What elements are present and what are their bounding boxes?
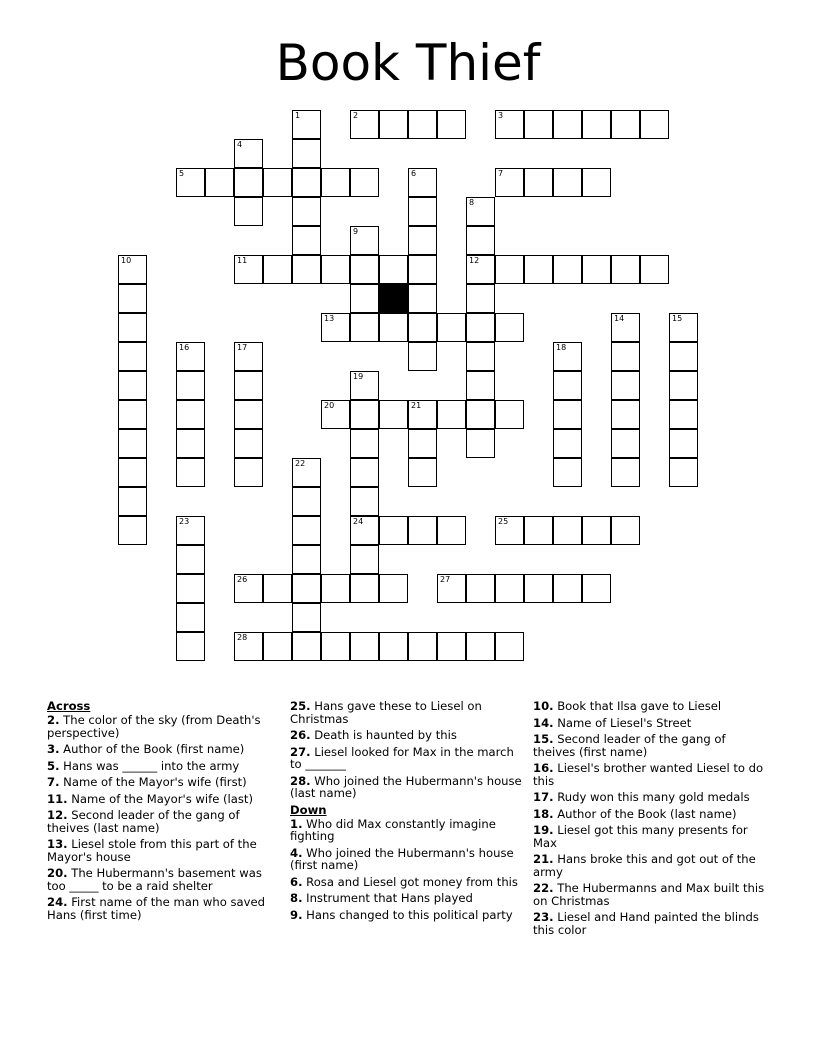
grid-cell[interactable]	[669, 371, 698, 400]
clue-item-text: Who joined the Hubermann's house (last name)	[290, 773, 522, 800]
clue-item-text: Second leader of the gang of theives (first name)	[533, 732, 726, 759]
grid-cell[interactable]	[118, 255, 147, 284]
grid-cell[interactable]	[263, 574, 292, 603]
grid-cell[interactable]	[553, 371, 582, 400]
down-header: Down	[290, 802, 327, 817]
clue-item	[533, 700, 769, 713]
grid-cell[interactable]	[379, 400, 408, 429]
grid-cell[interactable]	[611, 342, 640, 371]
clue-item-number: 3.	[47, 742, 60, 756]
grid-cell[interactable]	[582, 110, 611, 139]
grid-cell[interactable]	[321, 400, 350, 429]
grid-cell[interactable]	[437, 313, 466, 342]
grid-cell[interactable]	[466, 197, 495, 226]
grid-cell[interactable]	[350, 458, 379, 487]
grid-cell[interactable]	[495, 168, 524, 197]
grid-cell[interactable]	[408, 458, 437, 487]
grid-cell[interactable]	[611, 313, 640, 342]
grid-cell[interactable]	[321, 574, 350, 603]
grid-cell[interactable]	[292, 197, 321, 226]
grid-cell[interactable]	[350, 400, 379, 429]
grid-cell[interactable]	[234, 168, 263, 197]
down-clue-list	[290, 818, 526, 922]
grid-cell[interactable]	[292, 226, 321, 255]
grid-cell[interactable]	[350, 429, 379, 458]
grid-cell[interactable]	[408, 226, 437, 255]
grid-cell[interactable]	[292, 632, 321, 661]
grid-cell[interactable]	[234, 429, 263, 458]
clue-item	[290, 847, 526, 872]
grid-cell[interactable]	[379, 313, 408, 342]
grid-cell[interactable]	[466, 574, 495, 603]
grid-cell[interactable]	[408, 168, 437, 197]
grid-cell[interactable]	[495, 400, 524, 429]
grid-cell[interactable]	[408, 110, 437, 139]
clue-item-number: 6.	[290, 874, 303, 889]
grid-cell[interactable]	[118, 342, 147, 371]
grid-cell[interactable]	[524, 516, 553, 545]
clue-item-text: Name of the Mayor's wife (first)	[59, 775, 247, 789]
clues-column-3	[533, 700, 769, 940]
grid-cell[interactable]	[234, 255, 263, 284]
grid-cell[interactable]	[611, 458, 640, 487]
clue-item	[290, 909, 526, 922]
clue-number: 9	[353, 227, 359, 236]
clue-item-text: Hans broke this and got out of the army	[533, 852, 756, 879]
grid-cell[interactable]	[350, 110, 379, 139]
grid-cell[interactable]	[553, 255, 582, 284]
grid-cell[interactable]	[466, 313, 495, 342]
clue-number: 26	[237, 575, 248, 584]
grid-cell[interactable]	[350, 255, 379, 284]
clue-number: 28	[237, 633, 248, 642]
clue-item-number: 1.	[290, 816, 303, 831]
grid-cell[interactable]	[292, 139, 321, 168]
clue-item-text: Name of the Mayor's wife (last)	[67, 791, 253, 806]
clue-item	[47, 896, 283, 921]
black-cell	[379, 284, 408, 313]
clue-item-number: 5.	[47, 758, 60, 773]
clue-item-text: The Hubermann's basement was too _____ to be a raid shelter	[47, 866, 262, 893]
grid-cell[interactable]	[495, 516, 524, 545]
clue-item-text: The Hubermanns and Max built this on Christmas	[533, 881, 765, 908]
grid-cell[interactable]	[350, 545, 379, 574]
grid-cell[interactable]	[292, 603, 321, 632]
grid-cell[interactable]	[321, 632, 350, 661]
grid-cell[interactable]	[292, 574, 321, 603]
grid-cell[interactable]	[118, 516, 147, 545]
clue-item-text: The color of the sky (from Death's perspective)	[47, 713, 261, 740]
grid-cell[interactable]	[553, 342, 582, 371]
grid-cell[interactable]	[611, 255, 640, 284]
grid-cell[interactable]	[176, 632, 205, 661]
clue-item	[533, 882, 769, 907]
grid-cell[interactable]	[408, 197, 437, 226]
grid-cell[interactable]	[234, 139, 263, 168]
clue-item-text: Who joined the Hubermann's house (first name)	[290, 845, 514, 872]
clue-item-number: 16.	[533, 761, 554, 775]
clue-item	[47, 714, 283, 739]
clue-item-text: Author of the Book (last name)	[553, 806, 737, 821]
grid-cell[interactable]	[611, 371, 640, 400]
grid-cell[interactable]	[118, 429, 147, 458]
grid-cell[interactable]	[176, 371, 205, 400]
grid-cell[interactable]	[321, 255, 350, 284]
clue-item	[533, 808, 769, 821]
grid-cell[interactable]	[350, 226, 379, 255]
clue-item	[533, 824, 769, 849]
clue-item	[290, 729, 526, 742]
clue-number: 24	[353, 517, 364, 526]
grid-cell[interactable]	[466, 371, 495, 400]
grid-cell[interactable]	[553, 574, 582, 603]
grid-cell[interactable]	[437, 516, 466, 545]
clue-item	[533, 791, 769, 804]
grid-cell[interactable]	[350, 516, 379, 545]
grid-cell[interactable]	[553, 168, 582, 197]
clues-column-1	[47, 700, 283, 925]
clue-item-number: 14.	[533, 715, 554, 730]
grid-cell[interactable]	[263, 168, 292, 197]
grid-cell[interactable]	[350, 632, 379, 661]
grid-cell[interactable]	[176, 545, 205, 574]
clue-number: 19	[353, 372, 364, 381]
clue-item-text: Hans was ______ into the army	[59, 758, 240, 773]
across-clue-list-continued	[290, 700, 526, 800]
clue-item	[47, 809, 283, 834]
clue-number: 18	[556, 343, 567, 352]
grid-cell[interactable]	[408, 632, 437, 661]
grid-cell[interactable]	[408, 284, 437, 313]
grid-cell[interactable]	[437, 632, 466, 661]
grid-cell[interactable]	[437, 110, 466, 139]
grid-cell[interactable]	[495, 110, 524, 139]
clue-item-text: Liesel stole from this part of the Mayor's house	[47, 837, 257, 864]
grid-cell[interactable]	[495, 574, 524, 603]
grid-cell[interactable]	[669, 313, 698, 342]
grid-cell[interactable]	[292, 545, 321, 574]
grid-cell[interactable]	[408, 342, 437, 371]
grid-cell[interactable]	[205, 168, 234, 197]
clue-number: 4	[237, 140, 243, 149]
grid-cell[interactable]	[350, 574, 379, 603]
clue-number: 7	[498, 169, 504, 178]
grid-cell[interactable]	[582, 168, 611, 197]
clue-item-number: 8.	[290, 891, 303, 905]
grid-cell[interactable]	[350, 284, 379, 313]
clue-item	[533, 733, 769, 758]
clue-item-text: Hans gave these to Liesel on Christmas	[290, 699, 482, 726]
grid-cell[interactable]	[118, 400, 147, 429]
grid-cell[interactable]	[176, 516, 205, 545]
grid-cell[interactable]	[611, 400, 640, 429]
clue-item-text: Instrument that Hans played	[302, 891, 473, 905]
grid-cell[interactable]	[408, 400, 437, 429]
grid-cell[interactable]	[176, 603, 205, 632]
grid-cell[interactable]	[292, 255, 321, 284]
grid-cell[interactable]	[437, 574, 466, 603]
grid-cell[interactable]	[553, 400, 582, 429]
grid-cell[interactable]	[176, 429, 205, 458]
clue-item-number: 21.	[533, 852, 554, 866]
grid-cell[interactable]	[176, 458, 205, 487]
page-title: Book Thief	[275, 34, 541, 92]
clue-item	[290, 876, 526, 889]
grid-cell[interactable]	[176, 400, 205, 429]
grid-cell[interactable]	[234, 371, 263, 400]
clues-column-2	[290, 700, 526, 925]
clue-number: 8	[469, 198, 475, 207]
clue-item	[533, 911, 769, 936]
grid-cell[interactable]	[524, 574, 553, 603]
clue-item-number: 22.	[533, 881, 554, 895]
clue-item-number: 20.	[47, 866, 68, 880]
grid-cell[interactable]	[234, 197, 263, 226]
grid-cell[interactable]	[495, 632, 524, 661]
grid-cell[interactable]	[524, 168, 553, 197]
grid-cell[interactable]	[669, 342, 698, 371]
clue-item-number: 28.	[290, 773, 311, 788]
clue-item-number: 23.	[533, 910, 554, 924]
down-clue-list-continued	[533, 700, 769, 936]
grid-cell[interactable]	[582, 516, 611, 545]
grid-cell[interactable]	[234, 458, 263, 487]
grid-cell[interactable]	[118, 371, 147, 400]
grid-cell[interactable]	[292, 458, 321, 487]
clue-item-text: Rosa and Liesel got money from this	[302, 874, 518, 889]
clue-number: 21	[411, 401, 422, 410]
clue-item-number: 9.	[290, 907, 303, 922]
grid-cell[interactable]	[350, 313, 379, 342]
clue-number: 2	[353, 111, 359, 120]
clue-item-text: Liesel looked for Max in the march to _______	[290, 744, 514, 771]
clue-item-text: Rudy won this many gold medals	[553, 790, 750, 804]
clue-number: 14	[614, 314, 625, 323]
clue-number: 20	[324, 401, 335, 410]
clue-number: 25	[498, 517, 509, 526]
clue-item-text: Liesel got this many presents for Max	[533, 823, 748, 850]
clue-number: 1	[295, 111, 301, 120]
clue-item-number: 26.	[290, 728, 311, 742]
clue-item	[47, 760, 283, 773]
clue-item-number: 7.	[47, 775, 60, 789]
clue-number: 16	[179, 343, 190, 352]
grid-cell[interactable]	[466, 226, 495, 255]
grid-cell[interactable]	[466, 400, 495, 429]
grid-cell[interactable]	[553, 458, 582, 487]
clue-item-text: Book that Ilsa gave to Liesel	[553, 699, 722, 713]
grid-cell[interactable]	[611, 110, 640, 139]
grid-cell[interactable]	[118, 313, 147, 342]
grid-cell[interactable]	[437, 400, 466, 429]
clue-item	[290, 746, 526, 771]
grid-cell[interactable]	[118, 487, 147, 516]
grid-cell[interactable]	[176, 342, 205, 371]
clue-number: 11	[237, 256, 248, 265]
clue-item	[47, 793, 283, 806]
clue-number: 22	[295, 459, 306, 468]
clue-item	[533, 717, 769, 730]
clue-item-number: 4.	[290, 845, 303, 860]
clue-item-number: 17.	[533, 790, 554, 804]
clue-item	[290, 818, 526, 843]
clue-item-number: 15.	[533, 732, 554, 746]
grid-cell[interactable]	[379, 255, 408, 284]
clue-item	[533, 762, 769, 787]
grid-cell[interactable]	[466, 632, 495, 661]
clue-number: 10	[121, 256, 132, 265]
grid-cell[interactable]	[553, 516, 582, 545]
clue-number: 27	[440, 575, 451, 584]
clue-item	[290, 892, 526, 905]
grid-cell[interactable]	[176, 168, 205, 197]
grid-cell[interactable]	[118, 284, 147, 313]
clue-item	[290, 775, 526, 800]
clue-number: 15	[672, 314, 683, 323]
grid-cell[interactable]	[350, 371, 379, 400]
grid-cell[interactable]	[582, 255, 611, 284]
grid-cell[interactable]	[321, 168, 350, 197]
grid-cell[interactable]	[524, 255, 553, 284]
grid-cell[interactable]	[321, 313, 350, 342]
grid-cell[interactable]	[524, 110, 553, 139]
clue-item-number: 18.	[533, 806, 554, 821]
grid-cell[interactable]	[408, 516, 437, 545]
grid-cell[interactable]	[292, 516, 321, 545]
grid-cell[interactable]	[553, 429, 582, 458]
grid-cell[interactable]	[379, 632, 408, 661]
clue-number: 23	[179, 517, 190, 526]
clue-item-number: 2.	[47, 713, 60, 727]
clue-item-text: Name of Liesel's Street	[553, 715, 692, 730]
clue-number: 3	[498, 111, 504, 120]
clue-item-number: 13.	[47, 837, 68, 851]
clue-item-text: First name of the man who saved Hans (first time)	[47, 895, 265, 922]
clue-number: 12	[469, 256, 480, 265]
grid-cell[interactable]	[408, 313, 437, 342]
grid-cell[interactable]	[495, 255, 524, 284]
grid-cell[interactable]	[466, 342, 495, 371]
clue-number: 17	[237, 343, 248, 352]
grid-cell[interactable]	[408, 255, 437, 284]
clue-item	[47, 776, 283, 789]
grid-cell[interactable]	[350, 168, 379, 197]
grid-cell[interactable]	[379, 516, 408, 545]
clue-item-text: Who did Max constantly imagine fighting	[290, 816, 496, 843]
grid-cell[interactable]	[466, 284, 495, 313]
clue-item-text: Liesel and Hand painted the blinds this color	[533, 910, 759, 937]
grid-cell[interactable]	[669, 429, 698, 458]
clue-item-number: 11.	[47, 791, 68, 806]
grid-cell[interactable]	[263, 255, 292, 284]
clue-item-text: Author of the Book (first name)	[59, 742, 245, 756]
grid-cell[interactable]	[611, 516, 640, 545]
grid-cell[interactable]	[640, 110, 669, 139]
clue-item	[47, 867, 283, 892]
clue-number: 5	[179, 169, 185, 178]
grid-cell[interactable]	[350, 487, 379, 516]
across-header: Across	[47, 699, 91, 713]
grid-cell[interactable]	[466, 255, 495, 284]
grid-cell[interactable]	[234, 574, 263, 603]
clue-item-text: Liesel's brother wanted Liesel to do this	[533, 761, 764, 788]
clue-item-text: Second leader of the gang of theives (last name)	[47, 808, 240, 835]
grid-cell[interactable]	[379, 574, 408, 603]
clue-item-number: 25.	[290, 699, 311, 713]
grid-cell[interactable]	[640, 255, 669, 284]
clue-item-number: 12.	[47, 808, 68, 822]
grid-cell[interactable]	[292, 487, 321, 516]
grid-cell[interactable]	[292, 168, 321, 197]
grid-cell[interactable]	[176, 574, 205, 603]
grid-cell[interactable]	[669, 400, 698, 429]
grid-cell[interactable]	[466, 429, 495, 458]
grid-cell[interactable]	[408, 429, 437, 458]
grid-cell[interactable]	[292, 110, 321, 139]
clue-number: 13	[324, 314, 335, 323]
grid-cell[interactable]	[263, 632, 292, 661]
clue-item-number: 24.	[47, 895, 68, 909]
grid-cell[interactable]	[495, 313, 524, 342]
clue-item-number: 10.	[533, 699, 554, 713]
clue-item	[290, 700, 526, 725]
clue-item-text: Death is haunted by this	[310, 728, 457, 742]
grid-cell[interactable]	[553, 110, 582, 139]
grid-cell[interactable]	[669, 458, 698, 487]
grid-cell[interactable]	[234, 632, 263, 661]
clue-item-number: 27.	[290, 744, 311, 759]
clue-item	[47, 743, 283, 756]
grid-cell[interactable]	[118, 458, 147, 487]
clue-item-text: Hans changed to this political party	[302, 907, 513, 922]
grid-cell[interactable]	[611, 429, 640, 458]
across-clue-list	[47, 714, 283, 921]
grid-cell[interactable]	[234, 400, 263, 429]
grid-cell[interactable]	[379, 110, 408, 139]
clue-number: 6	[411, 169, 417, 178]
clue-item	[47, 838, 283, 863]
grid-cell[interactable]	[234, 342, 263, 371]
clue-item-number: 19.	[533, 823, 554, 837]
clue-item	[533, 853, 769, 878]
grid-cell[interactable]	[582, 574, 611, 603]
